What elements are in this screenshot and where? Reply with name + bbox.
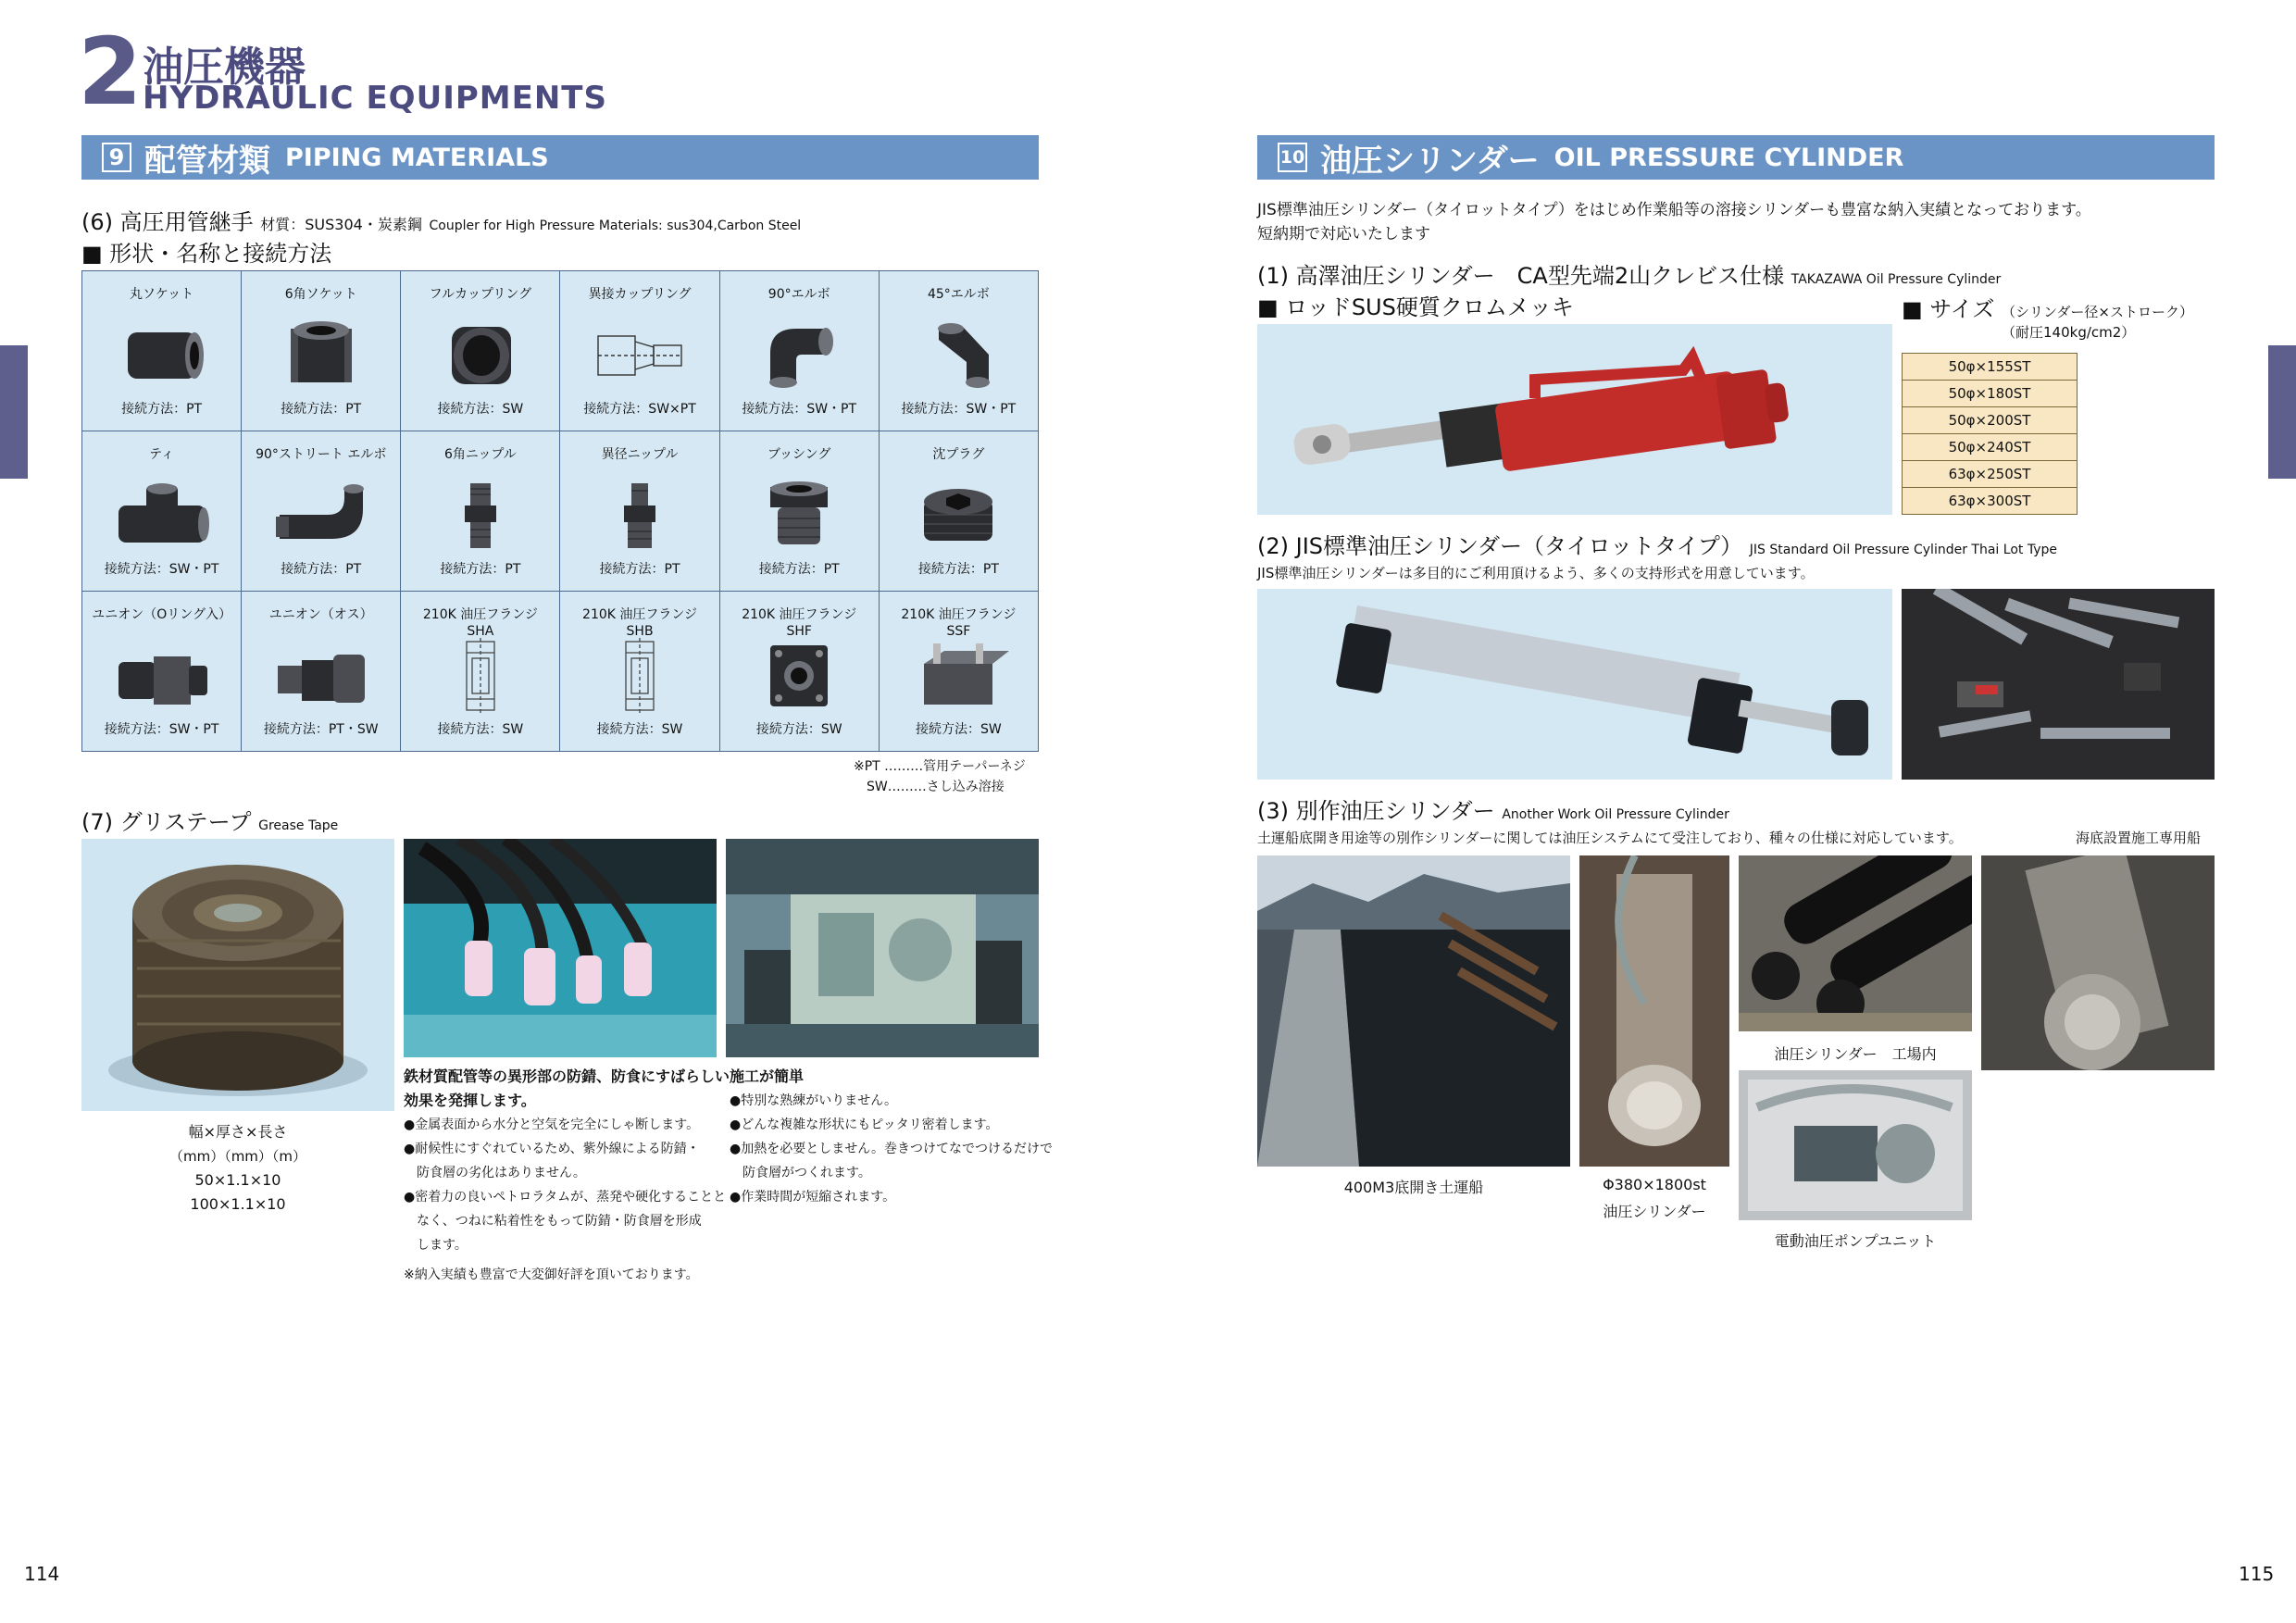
fitting-name: 異径ニップル	[601, 447, 679, 462]
fitting-name: ブッシング	[767, 447, 831, 462]
feature-line: ●作業時間が短縮されます。	[730, 1190, 896, 1205]
fitting-cell	[719, 592, 879, 752]
hex-nipple-icon	[430, 478, 531, 557]
grease-features-col2	[730, 1065, 1053, 1209]
fitting-name: 90°エルボ	[767, 287, 830, 302]
full-coupling-icon	[430, 318, 531, 397]
jis-cylinder-photo	[1257, 589, 1892, 780]
fitting-connection: 接続方法：PT・SW	[263, 722, 379, 737]
feature-line: 効果を発揮します。	[404, 1092, 536, 1109]
cylinder2-description: JIS標準油圧シリンダーは多目的にご利用頂けるよう、多くの支持形式を用意しています。	[1257, 565, 1815, 581]
left-edge-tab	[0, 345, 28, 479]
round-socket-icon	[111, 318, 213, 397]
caption-factory: 油圧シリンダー 工場内	[1774, 1045, 1937, 1063]
fitting-connection: 接続方法：SW・PT	[901, 402, 1017, 417]
caption-cylinder-size: Φ380×1800st	[1603, 1176, 1706, 1193]
hex-socket-icon	[270, 318, 372, 397]
seabed-cylinder-photo	[1981, 855, 2215, 1070]
elbow-45-icon	[907, 318, 1009, 397]
fitting-name: フルカップリング	[429, 287, 532, 302]
section-title-en: PIPING MATERIALS	[285, 143, 549, 172]
fitting-cell	[560, 592, 719, 752]
fitting-cell	[82, 431, 242, 592]
factory-cylinders-photo	[1739, 855, 1972, 1031]
chapter-title-en: HYDRAULIC EQUIPMENTS	[143, 80, 607, 117]
grease-features-col1	[404, 1065, 730, 1257]
union-oring-icon	[111, 638, 213, 718]
fitting-connection: 接続方法：SW・PT	[104, 722, 219, 737]
feature-line: ●加熱を必要としません。巻きつけてなでつけるだけで	[730, 1142, 1054, 1156]
feature-line: ●耐候性にすぐれているため、紫外線による防錆・	[404, 1142, 700, 1156]
plug-icon	[907, 478, 1009, 557]
flange-shf-icon	[748, 638, 850, 718]
right-edge-tab	[2268, 345, 2296, 479]
feature-line: ●特別な熟練がいりません。	[730, 1093, 898, 1108]
bushing-icon	[748, 478, 850, 557]
fitting-cell	[242, 431, 401, 592]
fitting-connection: 接続方法：SW	[437, 722, 524, 737]
section-bar-cylinder	[1257, 135, 2215, 180]
fitting-cell	[82, 592, 242, 752]
note-pt: ※PT ………管用テーパーネジ	[854, 759, 1026, 774]
note-sw: SW………さし込み溶接	[867, 780, 1004, 794]
cylinder3-description: 土運船底開き用途等の別作シリンダーに関しては油圧システムにて受注しており、種々の仕様に対応しています。	[1257, 830, 1963, 846]
cylinder2-heading	[1257, 528, 2057, 560]
flange-shb-icon	[589, 638, 691, 718]
dims-line: 100×1.1×10	[190, 1195, 286, 1213]
size-row	[1903, 381, 2078, 407]
elbow-90-icon	[748, 318, 850, 397]
coupler-title: (6) 高圧用管継手	[81, 209, 254, 235]
cylinder1-heading	[1257, 257, 2001, 290]
fitting-connection: 接続方法：SW	[437, 402, 524, 417]
fitting-cell	[879, 271, 1038, 431]
pressure-note: （耐圧140kg/cm2）	[2002, 324, 2136, 341]
seabed-vessel-label: 海底設置施工専用船	[2076, 830, 2202, 846]
grease-title: (7) グリステープ	[81, 809, 252, 835]
fitting-cell	[82, 271, 242, 431]
flange-sha-icon	[430, 638, 531, 718]
fitting-name: 異接カップリング	[588, 287, 692, 302]
cylinder3-heading	[1257, 793, 1729, 825]
fitting-cell	[401, 592, 560, 752]
cylinder2-english: JIS Standard Oil Pressure Cylinder Thai Lot Type	[1749, 543, 2057, 557]
chapter-number: 2	[78, 18, 141, 126]
fitting-cell	[719, 431, 879, 592]
cylinder1-title: (1) 高澤油圧シリンダー CA型先端2山クレビス仕様	[1257, 263, 1785, 289]
fitting-name: 210K 油圧フランジ SSF	[901, 607, 1017, 639]
section-title-en: OIL PRESSURE CYLINDER	[1554, 143, 1904, 172]
fitting-connection: 接続方法：SW	[916, 722, 1002, 737]
size-row	[1903, 434, 2078, 461]
grease-heading	[81, 804, 338, 836]
grease-english: Grease Tape	[258, 818, 339, 833]
chapter-title-jp: 油圧機器	[143, 44, 306, 91]
rod-subheading: ■ ロッドSUS硬質クロムメッキ	[1257, 294, 1574, 320]
size-row	[1903, 488, 2078, 515]
reducing-coupling-icon	[589, 318, 691, 397]
feature-line: 防食層がつくれます。	[742, 1166, 871, 1180]
fitting-connection: 接続方法：PT	[599, 562, 680, 577]
dims-line: 幅×厚さ×長さ	[188, 1123, 288, 1141]
grease-machinery-photo	[726, 839, 1039, 1057]
feature-line: ●どんな複雑な形状にもピッタリ密着します。	[730, 1117, 999, 1132]
section-bar-piping	[81, 135, 1039, 180]
coupler-english: Coupler for High Pressure Materials: sus304,Carbon Steel	[429, 218, 802, 233]
section-number: 9	[102, 143, 131, 172]
fitting-name: 210K 油圧フランジ SHA	[422, 607, 538, 639]
fitting-name: 丸ソケット	[129, 287, 194, 302]
cylinder3-english: Another Work Oil Pressure Cylinder	[1502, 807, 1729, 822]
fitting-connection: 接続方法：PT	[281, 562, 362, 577]
pump-unit-photo	[1739, 1070, 1972, 1220]
size-label: ■ サイズ	[1902, 296, 1995, 322]
fitting-cell	[560, 431, 719, 592]
size-value: 50φ×240ST	[1903, 434, 2078, 461]
section-number: 10	[1278, 143, 1307, 172]
cylinder1-english: TAKAZAWA Oil Pressure Cylinder	[1791, 272, 2002, 287]
coupler-material: 材質：SUS304・炭素鋼	[260, 216, 422, 233]
cylinder-intro	[1257, 198, 2091, 246]
fittings-row	[82, 592, 1039, 752]
size-row	[1903, 407, 2078, 434]
fitting-cell	[560, 271, 719, 431]
fitting-connection: 接続方法：PT	[758, 562, 840, 577]
grease-footer-note: ※納入実績も豊富で大変御好評を頂いております。	[404, 1267, 699, 1282]
fitting-name: ティ	[149, 447, 175, 462]
fitting-connection: 接続方法：SW	[596, 722, 683, 737]
reducing-nipple-icon	[589, 478, 691, 557]
feature-line: 防食層の劣化はありません。	[417, 1166, 586, 1180]
page-number-left: 114	[24, 1563, 60, 1585]
page-number-right: 115	[2239, 1563, 2275, 1585]
fitting-cell	[401, 431, 560, 592]
fitting-cell	[401, 271, 560, 431]
fittings-row	[82, 431, 1039, 592]
caption-barge: 400M3底開き土運船	[1343, 1179, 1484, 1196]
caption-pump: 電動油圧ポンプユニット	[1774, 1232, 1937, 1250]
flange-ssf-icon	[907, 638, 1009, 718]
fitting-connection: 接続方法：PT	[121, 402, 203, 417]
size-value: 50φ×180ST	[1903, 381, 2078, 407]
fitting-connection: 接続方法：SW×PT	[583, 402, 696, 417]
street-elbow-icon	[270, 478, 372, 557]
intro-line: JIS標準油圧シリンダー（タイロットタイプ）をはじめ作業船等の溶接シリンダーも豊富な納入実績となっております。	[1257, 201, 2091, 219]
fitting-name: 沈プラグ	[932, 447, 985, 462]
feature-line: ●密着力の良いペトロラタムが、蒸発や硬化することと	[404, 1190, 727, 1205]
fitting-connection: 接続方法：SW・PT	[742, 402, 857, 417]
fitting-cell	[879, 592, 1038, 752]
takazawa-cylinder-photo	[1257, 324, 1892, 515]
tee-icon	[111, 478, 213, 557]
fitting-name: 210K 油圧フランジ SHF	[742, 607, 857, 639]
feature-line: 施工が簡単	[730, 1067, 805, 1085]
grease-tape-photo	[81, 839, 394, 1111]
fitting-cell	[242, 271, 401, 431]
dims-line: （mm）（mm）（m）	[168, 1148, 307, 1165]
cylinder2-title: (2) JIS標準油圧シリンダー（タイロットタイプ）	[1257, 533, 1743, 559]
fitting-connection: 接続方法：SW・PT	[104, 562, 219, 577]
fittings-table	[81, 270, 1039, 752]
size-table	[1902, 353, 2078, 515]
size-value: 50φ×200ST	[1903, 407, 2078, 434]
fitting-connection: 接続方法：PT	[440, 562, 521, 577]
jis-cylinder-range-photo	[1902, 589, 2215, 780]
large-cylinder-photo	[1579, 855, 1729, 1167]
fitting-name: 6角ニップル	[443, 447, 517, 462]
cylinder3-title: (3) 別作油圧シリンダー	[1257, 798, 1495, 824]
fitting-connection: 接続方法：PT	[917, 562, 999, 577]
size-value: 50φ×155ST	[1903, 354, 2078, 381]
coupler-heading	[81, 204, 801, 236]
feature-line: します。	[417, 1238, 468, 1253]
size-value: 63φ×300ST	[1903, 488, 2078, 515]
fittings-row	[82, 271, 1039, 431]
size-note: （シリンダー径×ストローク）	[2002, 304, 2194, 320]
fitting-name: 210K 油圧フランジ SHB	[582, 607, 698, 639]
barge-photo	[1257, 855, 1570, 1167]
fitting-name: ユニオン（オス）	[268, 607, 373, 622]
fitting-name: 90°ストリート エルボ	[256, 447, 387, 462]
size-row	[1903, 461, 2078, 488]
fitting-cell	[719, 271, 879, 431]
fitting-cell	[242, 592, 401, 752]
shape-subheading: ■ 形状・名称と接続方法	[81, 241, 332, 267]
feature-line: 鉄材質配管等の異形部の防錆、防食にすばらしい	[404, 1067, 730, 1085]
grease-dims	[81, 1120, 394, 1217]
fitting-connection: 接続方法：PT	[281, 402, 362, 417]
feature-line: なく、つねに粘着性をもって防錆・防食層を形成	[417, 1214, 702, 1229]
size-row	[1903, 354, 2078, 381]
union-male-icon	[270, 638, 372, 718]
size-heading	[1902, 291, 2193, 323]
section-title-jp: 配管材類	[144, 142, 270, 180]
fitting-connection: 接続方法：SW	[755, 722, 842, 737]
feature-line: ●金属表面から水分と空気を完全にしゃ断します。	[404, 1117, 700, 1132]
caption-cylinder-name: 油圧シリンダー	[1603, 1203, 1706, 1220]
intro-line: 短納期で対応いたします	[1257, 225, 1430, 243]
fitting-name: ユニオン（Oリング入）	[92, 607, 231, 622]
fitting-name: 45°エルボ	[927, 287, 990, 302]
dims-line: 50×1.1×10	[194, 1171, 281, 1189]
section-title-jp: 油圧シリンダー	[1320, 142, 1540, 180]
grease-application-photo	[404, 839, 717, 1057]
fitting-name: 6角ソケット	[284, 287, 357, 302]
size-value: 63φ×250ST	[1903, 461, 2078, 488]
fitting-cell	[879, 431, 1038, 592]
